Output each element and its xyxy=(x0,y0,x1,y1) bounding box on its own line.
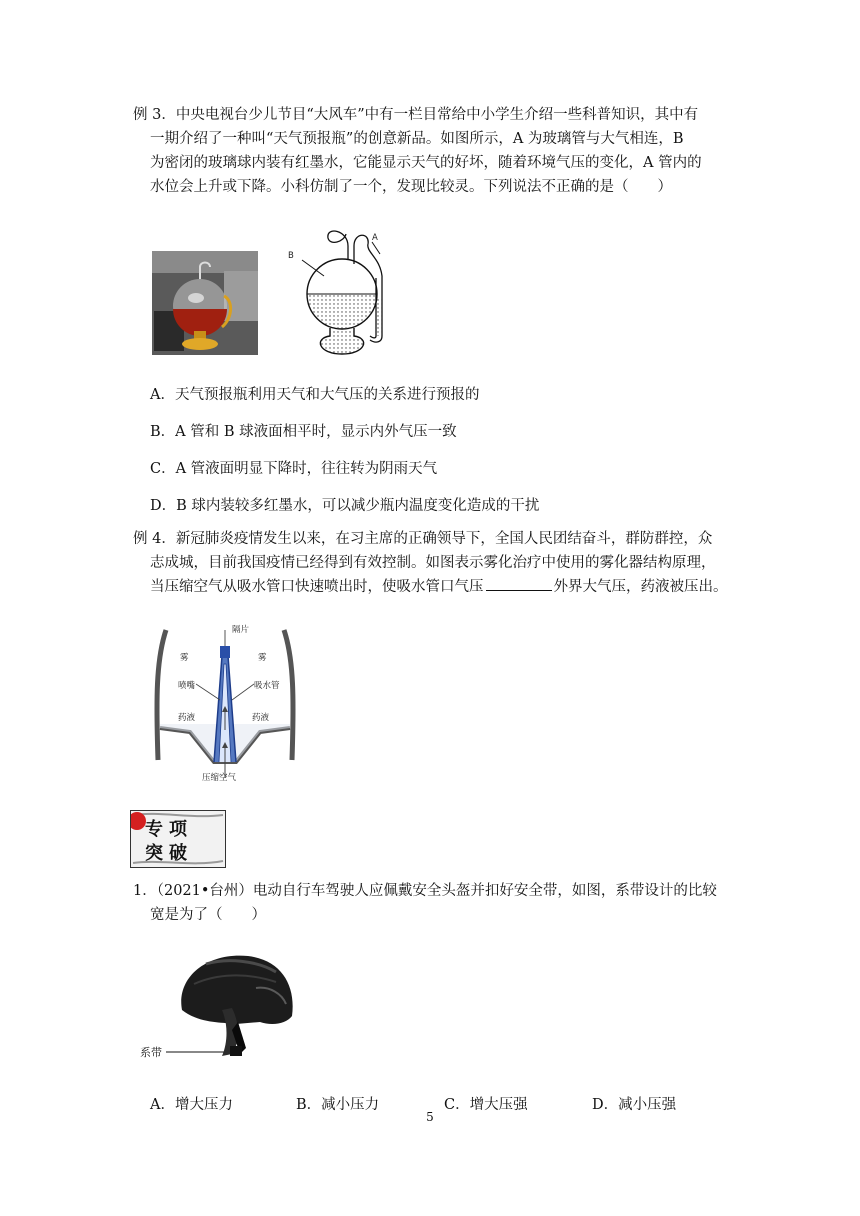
label-a: A xyxy=(372,233,378,243)
answer-blank[interactable] xyxy=(486,576,552,591)
section-badge xyxy=(130,810,226,868)
label-suction-tube: 吸水管 xyxy=(254,681,280,691)
weather-bottle-photo xyxy=(152,251,258,355)
label-nozzle: 喷嘴 xyxy=(178,681,196,691)
example4-line-2: 志成城，目前我国疫情已经得到有效控制。如图表示雾化治疗中使用的雾化器结构原理， xyxy=(150,555,716,571)
question1-option-b: B．减小压力 xyxy=(296,1097,380,1113)
example4-line-3-after: 外界大气压，药液被压出。 xyxy=(553,579,728,595)
question1-line-1: 1．（2021•台州）电动自行车驾驶人应佩戴安全头盔并扣好安全带，如图，系带设计的比较 xyxy=(133,883,717,899)
nebulizer-diagram xyxy=(150,620,300,784)
example3-line-2: 一期介绍了一种叫“天气预报瓶”的创意新品。如图所示，A 为玻璃管与大气相连，B xyxy=(150,131,684,147)
question1-option-d: D．减小压强 xyxy=(592,1097,677,1113)
example4-line-1: 例 4．新冠肺炎疫情发生以来，在习主席的正确领导下，全国人民团结奋斗，群防群控，众 xyxy=(133,531,713,547)
question1-line-2: 宽是为了（ ） xyxy=(150,907,266,923)
label-partition: 隔片 xyxy=(232,625,250,635)
badge-line-1: 专项 xyxy=(145,819,193,840)
example3-option-b: B．A 管和 B 球液面相平时，显示内外气压一致 xyxy=(150,424,457,440)
badge-line-2: 突破 xyxy=(145,843,193,864)
example3-option-c: C．A 管液面明显下降时，往往转为阴雨天气 xyxy=(150,461,438,477)
label-b: B xyxy=(288,251,294,261)
label-fog-left: 雾 xyxy=(180,653,189,663)
page-number: 5 xyxy=(426,1110,434,1124)
example3-option-a: A．天气预报瓶利用天气和大气压的关系进行预报的 xyxy=(150,387,480,403)
question1-option-c: C．增大压强 xyxy=(444,1097,528,1113)
question1-option-a: A．增大压力 xyxy=(150,1097,233,1113)
example3-line-4: 水位会上升或下降。小科仿制了一个，发现比较灵。下列说法不正确的是（ ） xyxy=(150,179,672,195)
example3-option-d: D．B 球内装较多红墨水，可以减少瓶内温度变化造成的干扰 xyxy=(150,498,540,514)
label-compressed-air: 压缩空气 xyxy=(202,773,237,783)
example3-line-3: 为密闭的玻璃球内装有红墨水，它能显示天气的好坏，随着环境气压的变化，A 管内的 xyxy=(150,155,702,171)
label-fog-right: 雾 xyxy=(258,653,267,663)
example4-line-3-before: 当压缩空气从吸水管口快速喷出时，使吸水管口气压 xyxy=(150,579,484,595)
helmet-photo xyxy=(136,938,302,1068)
weather-bottle-diagram xyxy=(284,218,394,360)
example4-line-3 xyxy=(150,576,728,598)
label-strap: 系带 xyxy=(140,1046,162,1059)
label-liquid-left: 药液 xyxy=(178,713,196,723)
label-liquid-right: 药液 xyxy=(252,713,270,723)
example3-line-1: 例 3．中央电视台少儿节目“大风车”中有一栏目常给中小学生介绍一些科普知识，其中有 xyxy=(133,107,699,123)
